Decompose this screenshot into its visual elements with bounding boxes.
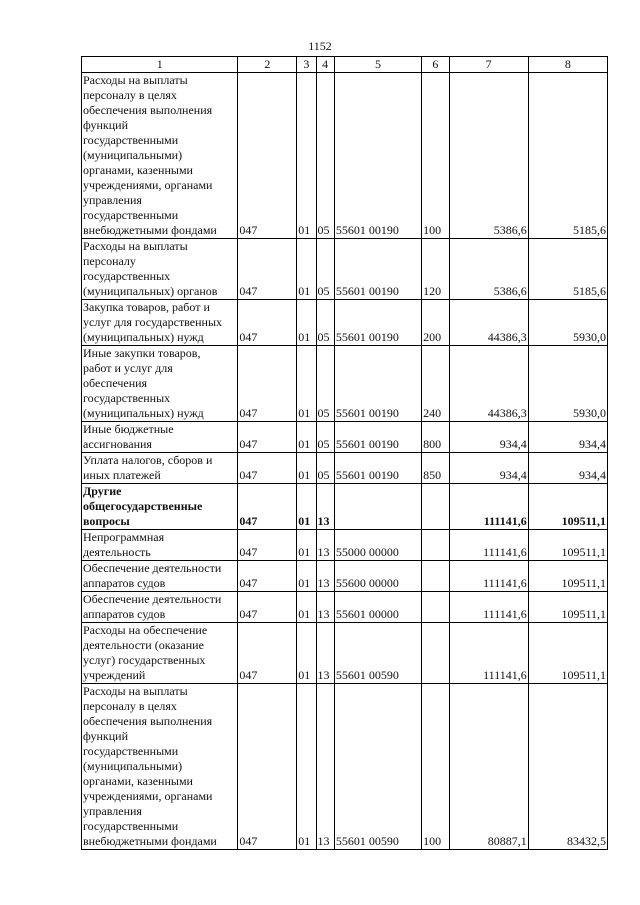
expense-name-line: учреждений — [83, 668, 146, 682]
column-header: 7 — [449, 57, 528, 73]
subsection-code-cell: 13 — [316, 561, 334, 592]
amount-cell: 5185,6 — [528, 73, 607, 239]
expense-name-line: обеспечения — [83, 376, 148, 390]
expense-type-cell: 200 — [422, 300, 449, 346]
column-header: 8 — [528, 57, 607, 73]
expense-type-cell: 240 — [422, 346, 449, 422]
target-article-cell: 55601 00190 — [334, 453, 421, 484]
section-code-cell: 01 — [297, 484, 316, 530]
subsection-code-cell: 05 — [316, 300, 334, 346]
subsection-code-cell: 13 — [316, 592, 334, 623]
expense-name-line: ассигнования — [83, 437, 152, 451]
expense-name-line: общегосударственные — [83, 499, 203, 513]
amount-cell: 80887,1 — [449, 684, 528, 850]
subsection-code-cell: 05 — [316, 73, 334, 239]
amount-cell: 111141,6 — [449, 623, 528, 684]
table-row — [82, 530, 608, 561]
expense-name-line: иных платежей — [83, 468, 161, 482]
expense-name-line: работ и услуг для — [83, 361, 173, 375]
expense-name-line: учреждениями, органами — [83, 789, 213, 803]
expense-name-line: услуг для государственных — [83, 315, 223, 329]
subsection-code-cell: 13 — [316, 684, 334, 850]
table-row — [82, 346, 608, 422]
section-code-cell: 01 — [297, 300, 316, 346]
subsection-code-cell: 05 — [316, 453, 334, 484]
expense-name-line: обеспечения выполнения — [83, 103, 213, 117]
target-article-cell: 55601 00000 — [334, 592, 421, 623]
expense-name-line: аппаратов судов — [83, 576, 166, 590]
section-code-cell: 01 — [297, 239, 316, 300]
expense-name-line: персоналу — [83, 254, 136, 268]
target-article-cell: 55601 00190 — [334, 73, 421, 239]
amount-cell: 111141,6 — [449, 484, 528, 530]
department-code-cell: 047 — [238, 561, 297, 592]
expense-name-line: Расходы на обеспечение — [83, 623, 208, 637]
column-header: 2 — [238, 57, 297, 73]
amount-cell: 109511,1 — [528, 530, 607, 561]
department-code-cell: 047 — [238, 73, 297, 239]
expense-name-line: Расходы на выплаты — [83, 684, 188, 698]
target-article-cell: 55601 00590 — [334, 623, 421, 684]
expense-name-cell — [82, 300, 238, 346]
department-code-cell: 047 — [238, 684, 297, 850]
expense-name-cell — [82, 684, 238, 850]
header-row — [82, 57, 608, 73]
section-code-cell: 01 — [297, 73, 316, 239]
expense-name-cell — [82, 592, 238, 623]
subsection-code-cell: 05 — [316, 422, 334, 453]
department-code-cell: 047 — [238, 530, 297, 561]
column-header: 1 — [82, 57, 238, 73]
amount-cell: 5930,0 — [528, 300, 607, 346]
column-header: 4 — [316, 57, 334, 73]
expense-name-line: государственными — [83, 208, 179, 222]
expense-type-cell — [422, 484, 449, 530]
column-header: 6 — [422, 57, 449, 73]
amount-cell: 109511,1 — [528, 623, 607, 684]
expense-name-line: государственными — [83, 133, 179, 147]
expense-name-line: государственными — [83, 744, 179, 758]
table-row — [82, 592, 608, 623]
expense-name-line: государственными — [83, 819, 179, 833]
subsection-code-cell: 13 — [316, 484, 334, 530]
amount-cell: 934,4 — [528, 422, 607, 453]
expense-type-cell: 850 — [422, 453, 449, 484]
subsection-code-cell: 05 — [316, 239, 334, 300]
expense-name-line: Расходы на выплаты — [83, 239, 188, 253]
expense-name-cell — [82, 561, 238, 592]
amount-cell: 109511,1 — [528, 561, 607, 592]
section-code-cell: 01 — [297, 422, 316, 453]
section-code-cell: 01 — [297, 561, 316, 592]
amount-cell: 111141,6 — [449, 561, 528, 592]
amount-cell: 934,4 — [449, 453, 528, 484]
expense-name-line: аппаратов судов — [83, 607, 166, 621]
subsection-code-cell: 05 — [316, 346, 334, 422]
amount-cell: 111141,6 — [449, 592, 528, 623]
department-code-cell: 047 — [238, 592, 297, 623]
expense-name-line: управления — [83, 804, 142, 818]
page-number: 1152 — [308, 39, 332, 53]
table-row — [82, 561, 608, 592]
table-row — [82, 484, 608, 530]
amount-cell: 83432,5 — [528, 684, 607, 850]
expense-name-line: внебюджетными фондами — [83, 223, 217, 237]
budget-table — [81, 56, 608, 850]
department-code-cell: 047 — [238, 346, 297, 422]
expense-type-cell — [422, 623, 449, 684]
expense-name-cell — [82, 346, 238, 422]
expense-name-line: персоналу в целях — [83, 88, 177, 102]
column-header: 3 — [297, 57, 316, 73]
amount-cell: 5386,6 — [449, 239, 528, 300]
expense-type-cell — [422, 592, 449, 623]
section-code-cell: 01 — [297, 453, 316, 484]
expense-name-cell — [82, 623, 238, 684]
expense-name-cell — [82, 73, 238, 239]
expense-name-line: Непрограммная — [83, 530, 165, 544]
expense-type-cell — [422, 561, 449, 592]
section-code-cell: 01 — [297, 346, 316, 422]
expense-name-line: (муниципальных) нужд — [83, 406, 204, 420]
expense-name-line: деятельности (оказание — [83, 638, 204, 652]
expense-name-line: Иные бюджетные — [83, 422, 174, 436]
target-article-cell: 55601 00190 — [334, 300, 421, 346]
expense-name-cell — [82, 530, 238, 561]
table-row — [82, 300, 608, 346]
department-code-cell: 047 — [238, 300, 297, 346]
expense-name-line: функций — [83, 729, 128, 743]
expense-name-line: Обеспечение деятельности — [83, 561, 222, 575]
section-code-cell: 01 — [297, 592, 316, 623]
target-article-cell: 55000 00000 — [334, 530, 421, 561]
table-row — [82, 623, 608, 684]
expense-name-line: вопросы — [83, 514, 130, 528]
subsection-code-cell: 13 — [316, 623, 334, 684]
table-row — [82, 684, 608, 850]
table-row — [82, 453, 608, 484]
expense-name-line: Расходы на выплаты — [83, 73, 188, 87]
column-header: 5 — [334, 57, 421, 73]
target-article-cell — [334, 484, 421, 530]
section-code-cell: 01 — [297, 684, 316, 850]
target-article-cell: 55601 00190 — [334, 346, 421, 422]
expense-type-cell: 100 — [422, 684, 449, 850]
expense-name-line: обеспечения выполнения — [83, 714, 213, 728]
section-code-cell: 01 — [297, 623, 316, 684]
amount-cell: 5930,0 — [528, 346, 607, 422]
expense-name-cell — [82, 484, 238, 530]
subsection-code-cell: 13 — [316, 530, 334, 561]
amount-cell: 934,4 — [449, 422, 528, 453]
section-code-cell: 01 — [297, 530, 316, 561]
expense-name-line: Обеспечение деятельности — [83, 592, 222, 606]
expense-name-line: персоналу в целях — [83, 699, 177, 713]
expense-name-line: учреждениями, органами — [83, 178, 213, 192]
target-article-cell: 55601 00590 — [334, 684, 421, 850]
expense-type-cell: 100 — [422, 73, 449, 239]
expense-name-line: (муниципальных) органов — [83, 284, 218, 298]
amount-cell: 5185,6 — [528, 239, 607, 300]
amount-cell: 111141,6 — [449, 530, 528, 561]
expense-name-cell — [82, 453, 238, 484]
expense-name-cell — [82, 239, 238, 300]
amount-cell: 109511,1 — [528, 484, 607, 530]
amount-cell: 44386,3 — [449, 300, 528, 346]
table-row — [82, 239, 608, 300]
expense-name-line: государственных — [83, 391, 171, 405]
expense-name-line: функций — [83, 118, 128, 132]
expense-type-cell: 800 — [422, 422, 449, 453]
expense-name-line: услуг) государственных — [83, 653, 206, 667]
table-row — [82, 422, 608, 453]
target-article-cell: 55601 00190 — [334, 239, 421, 300]
department-code-cell: 047 — [238, 623, 297, 684]
expense-type-cell — [422, 530, 449, 561]
target-article-cell: 55600 00000 — [334, 561, 421, 592]
expense-name-line: Иные закупки товаров, — [83, 346, 201, 360]
expense-name-line: Уплата налогов, сборов и — [83, 453, 213, 467]
expense-name-line: (муниципальными) — [83, 759, 183, 773]
expense-name-line: органами, казенными — [83, 163, 193, 177]
expense-name-line: управления — [83, 193, 142, 207]
expense-name-line: органами, казенными — [83, 774, 193, 788]
department-code-cell: 047 — [238, 422, 297, 453]
expense-name-line: Закупка товаров, работ и — [83, 300, 210, 314]
target-article-cell: 55601 00190 — [334, 422, 421, 453]
expense-name-line: государственных — [83, 269, 171, 283]
expense-name-line: (муниципальными) — [83, 148, 183, 162]
expense-name-line: деятельность — [83, 545, 151, 559]
amount-cell: 109511,1 — [528, 592, 607, 623]
amount-cell: 44386,3 — [449, 346, 528, 422]
amount-cell: 934,4 — [528, 453, 607, 484]
expense-type-cell: 120 — [422, 239, 449, 300]
expense-name-cell — [82, 422, 238, 453]
amount-cell: 5386,6 — [449, 73, 528, 239]
table-body — [82, 73, 608, 850]
department-code-cell: 047 — [238, 453, 297, 484]
table-row — [82, 73, 608, 239]
expense-name-line: Другие — [83, 484, 122, 498]
expense-name-line: внебюджетными фондами — [83, 834, 217, 848]
department-code-cell: 047 — [238, 484, 297, 530]
expense-name-line: (муниципальных) нужд — [83, 330, 204, 344]
department-code-cell: 047 — [238, 239, 297, 300]
